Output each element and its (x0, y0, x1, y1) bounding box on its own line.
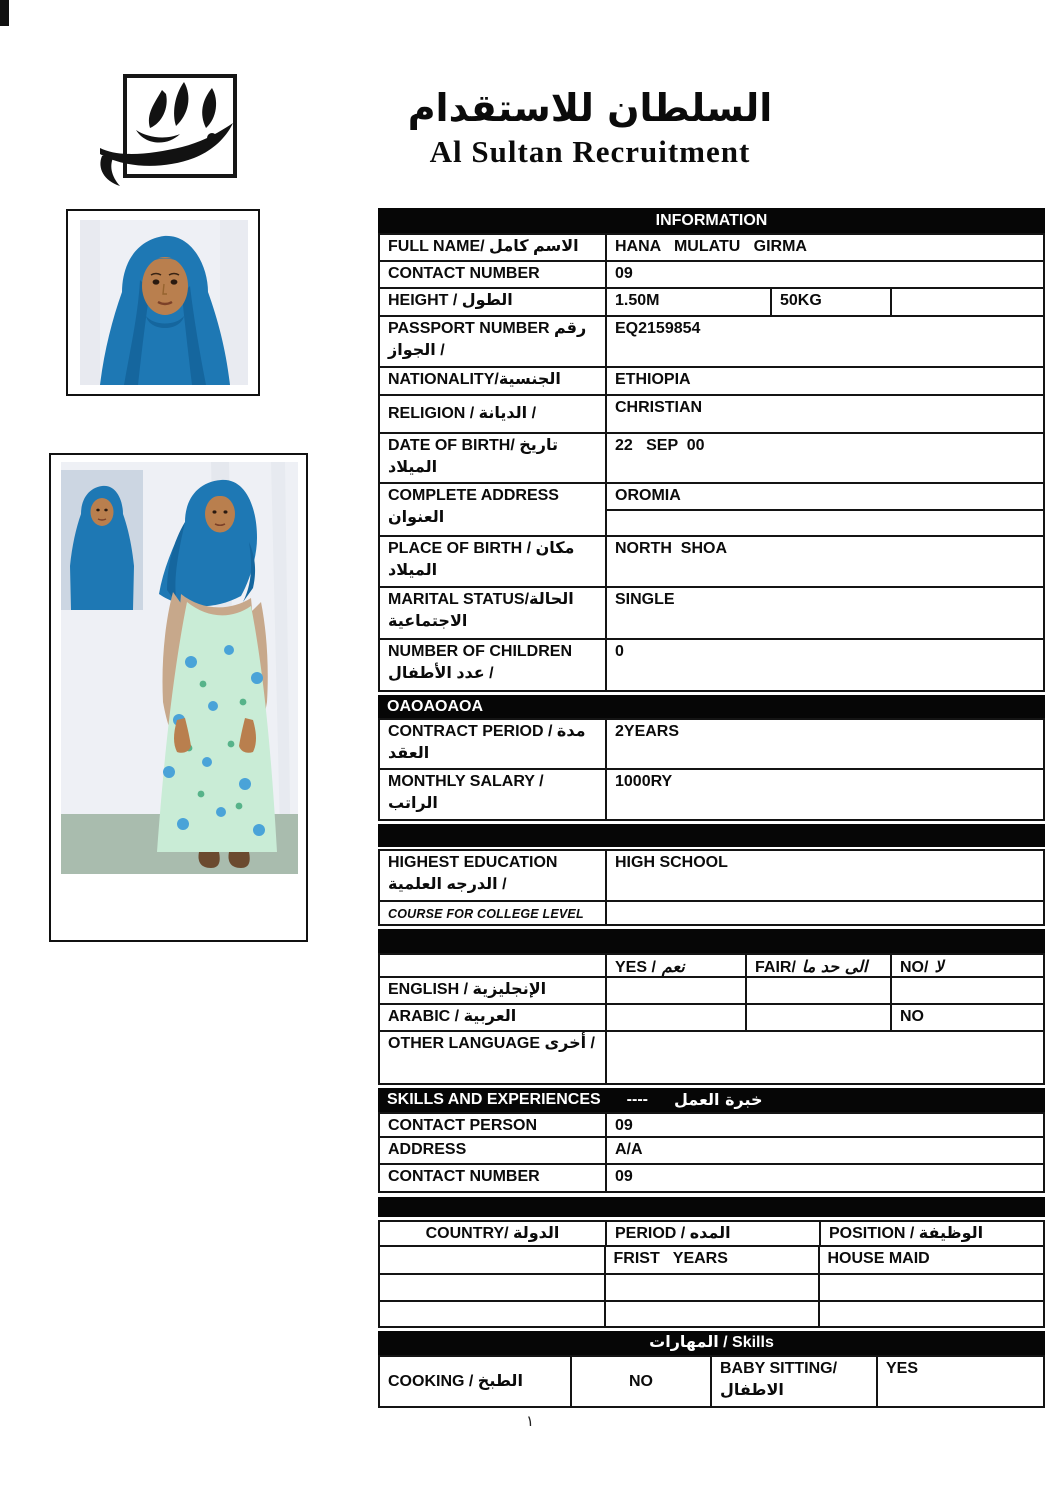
cv-information-table (378, 208, 1045, 1408)
skills-experiences-bar (378, 1088, 1045, 1112)
agency-title-english: Al Sultan Recruitment (429, 134, 751, 169)
contact-number-label: CONTACT NUMBER (388, 265, 540, 282)
row-country-header (378, 1220, 1045, 1247)
row-place-of-birth (378, 537, 1045, 588)
arabic-fair-cell (745, 1005, 890, 1030)
row-cooking-babysitting (378, 1355, 1045, 1408)
monthly-salary-value: 1000RY (605, 770, 1043, 819)
arabic-label: ARABIC / العربية (388, 1008, 517, 1025)
row-contact-number (378, 262, 1045, 289)
place-of-birth-label: PLACE OF BIRTH / مكان الميلاد (388, 540, 575, 579)
oaoa-bar-text: OAOAOAOA (387, 697, 483, 715)
fullbody-photo-image (61, 462, 298, 874)
row-arabic (378, 1005, 1045, 1032)
monthly-salary-label: MONTHLY SALARY / الراتب (388, 773, 544, 812)
row-height-weight (378, 289, 1045, 317)
highest-education-label: HIGHEST EDUCATION الدرجه العلمية / (388, 854, 558, 893)
nationality-label: NATIONALITY/الجنسية (388, 371, 561, 388)
exp-contact-number-value: 09 (605, 1165, 1043, 1191)
passport-label: PASSPORT NUMBER رقم الجواز / (388, 320, 587, 359)
exp-address-value: A/A (605, 1138, 1043, 1163)
row-full-name (378, 233, 1045, 262)
arabic-no-cell: NO (890, 1005, 1043, 1030)
exp-address-label: ADDRESS (388, 1141, 467, 1158)
place-of-birth-value: NORTH SHOA (605, 537, 1043, 586)
language-yes-header (605, 955, 745, 976)
religion-label: RELIGION / الديانة / (388, 405, 537, 422)
oaoa-section-bar (378, 695, 1045, 718)
contact-person-value: 09 (605, 1114, 1043, 1136)
al-sultan-logo (96, 68, 246, 190)
row-contract-period (378, 718, 1045, 770)
highest-education-value: HIGH SCHOOL (605, 851, 1043, 900)
yes-header-ar: نعم (661, 957, 685, 976)
row-marital-status (378, 588, 1045, 640)
contact-number-value: 09 (605, 262, 1043, 287)
skills-experiences-bar-en: SKILLS AND EXPERIENCES (387, 1091, 601, 1109)
fair-header-en: FAIR/ (755, 959, 796, 976)
agency-title-arabic: السلطان للاستقدام (407, 86, 773, 130)
baby-sitting-label: BABY SITTING/ الاطفال (710, 1357, 876, 1406)
language-no-header (890, 955, 1043, 976)
exp-contact-number-label: CONTACT NUMBER (388, 1168, 540, 1185)
english-fair-cell (745, 978, 890, 1003)
skills-section-bar (378, 1331, 1045, 1355)
row-exp-address (378, 1138, 1045, 1165)
information-section-title: INFORMATION (655, 211, 768, 229)
religion-value: CHRISTIAN (605, 396, 1043, 432)
children-label: NUMBER OF CHILDREN عدد الأطفال / (388, 643, 572, 682)
row-english (378, 978, 1045, 1005)
height-extra-cell (890, 289, 1043, 315)
other-language-value (605, 1032, 1043, 1083)
position-header: POSITION / الوظيفة (819, 1222, 1043, 1245)
cooking-value: NO (570, 1357, 710, 1406)
experience-table-row (378, 1247, 1045, 1275)
passport-value: EQ2159854 (605, 317, 1043, 366)
row-contact-person (378, 1112, 1045, 1138)
weight-value: 50KG (770, 289, 890, 315)
row-course-college (378, 902, 1045, 926)
experience-table-row (378, 1302, 1045, 1328)
skills-experiences-bar-ar: خبرة العمل (673, 1090, 763, 1110)
other-language-label: OTHER LANGUAGE أخرى / (388, 1035, 595, 1052)
row-nationality (378, 368, 1045, 396)
row-highest-education (378, 849, 1045, 902)
row-other-language (378, 1032, 1045, 1085)
course-college-value (605, 902, 1043, 924)
country-cell (380, 1247, 604, 1273)
date-of-birth-label: DATE OF BIRTH/ تاريخ الميلاد (388, 437, 559, 476)
children-value: 0 (605, 640, 1043, 690)
full-name-label: FULL NAME/ الاسم كامل (388, 238, 579, 255)
skills-bar-text: المهارات / Skills (649, 1334, 774, 1352)
height-value: 1.50M (605, 289, 770, 315)
arabic-yes-cell (605, 1005, 745, 1030)
marital-status-label: MARITAL STATUS/الحالة الاجتماعية (388, 591, 574, 630)
empty-language-bar (378, 929, 1045, 953)
period-cell: FRIST YEARS (604, 1247, 818, 1273)
position-cell (818, 1302, 1044, 1326)
language-fair-header (745, 955, 890, 976)
page-number: ١ (525, 1412, 535, 1430)
complete-address-value: OROMIA (607, 484, 1043, 511)
course-college-label: COURSE FOR COLLEGE LEVEL (388, 907, 584, 921)
language-header-empty-cell (380, 955, 605, 976)
period-header: PERIOD / المده (605, 1222, 819, 1245)
period-cell (604, 1275, 818, 1300)
no-header-en: NO/ (900, 959, 929, 976)
height-label: HEIGHT / الطول (388, 292, 513, 309)
english-label: ENGLISH / الإنجليزية (388, 981, 547, 998)
row-religion (378, 396, 1045, 434)
contract-period-value: 2YEARS (605, 720, 1043, 768)
full-name-value: HANA MULATU GIRMA (605, 235, 1043, 260)
period-cell (604, 1302, 818, 1326)
row-number-of-children (378, 640, 1045, 692)
country-header: COUNTRY/ الدولة (425, 1225, 560, 1242)
fair-header-ar: الى حد ما (801, 957, 868, 976)
row-date-of-birth (378, 434, 1045, 484)
complete-address-value2 (607, 511, 1043, 535)
marital-status-value: SINGLE (605, 588, 1043, 638)
information-section-bar (378, 208, 1045, 233)
date-of-birth-value: 22 SEP 00 (605, 434, 1043, 482)
no-header-ar: لا (934, 957, 944, 976)
position-cell: HOUSE MAID (818, 1247, 1044, 1273)
portrait-photo-image (80, 220, 248, 385)
yes-header-en: YES / (615, 959, 656, 976)
country-cell (380, 1275, 604, 1300)
country-cell (380, 1302, 604, 1326)
experience-table-row (378, 1275, 1045, 1302)
row-complete-address (378, 484, 1045, 537)
english-no-cell (890, 978, 1043, 1003)
skills-experiences-bar-dashes: ---- (626, 1091, 648, 1109)
cooking-label: COOKING / الطبخ (388, 1372, 523, 1390)
row-monthly-salary (378, 770, 1045, 821)
row-passport (378, 317, 1045, 368)
agency-header (300, 84, 880, 172)
row-exp-contact-number (378, 1165, 1045, 1193)
al-sultan-logo-icon (96, 68, 246, 190)
complete-address-cell (605, 484, 1043, 535)
baby-sitting-value: YES (876, 1357, 1043, 1406)
row-language-header (378, 953, 1045, 978)
scan-corner-artifact (0, 0, 9, 26)
empty-experience-bar (378, 1197, 1045, 1217)
position-cell (818, 1275, 1044, 1300)
complete-address-label: COMPLETE ADDRESS العنوان (388, 487, 559, 526)
nationality-value: ETHIOPIA (605, 368, 1043, 394)
applicant-fullbody-photo (49, 453, 308, 942)
contact-person-label: CONTACT PERSON (388, 1117, 538, 1134)
english-yes-cell (605, 978, 745, 1003)
empty-divider-bar (378, 824, 1045, 847)
applicant-portrait-photo (66, 209, 260, 396)
contract-period-label: CONTRACT PERIOD / مدة العقد (388, 723, 586, 762)
